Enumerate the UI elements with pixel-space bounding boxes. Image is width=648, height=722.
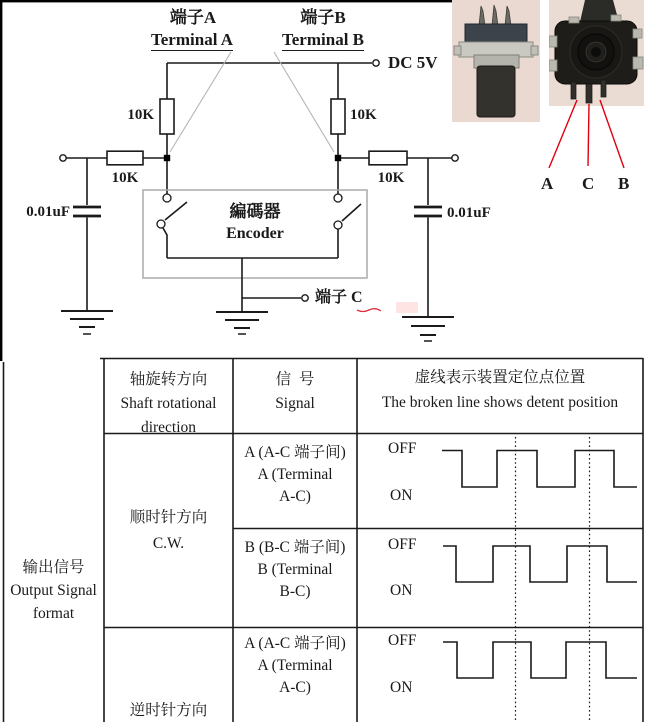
switch-a — [157, 194, 187, 258]
encoder-label-en: Encoder — [226, 225, 284, 242]
capacitor-left-label: 0.01uF — [26, 204, 70, 220]
header-shaft-direction — [104, 368, 233, 440]
capacitor-left — [73, 207, 101, 216]
cw-label-cn: 顺时针方向 — [129, 509, 208, 526]
row1-off-label: OFF — [388, 440, 417, 457]
waveform-1 — [442, 451, 637, 488]
header-signal-en: Signal — [275, 395, 315, 412]
row1-on-label: ON — [390, 487, 413, 504]
cw-label-en: C.W. — [152, 535, 185, 552]
signal-cell-row1 — [233, 442, 357, 508]
pin-label-a: A — [541, 174, 554, 193]
ground-right — [402, 317, 454, 341]
resistor-pullup-b-label: 10K — [350, 107, 377, 123]
ground-center — [216, 312, 268, 334]
capacitor-right — [414, 207, 442, 216]
signal-row1-l2: A (Terminal — [257, 466, 333, 483]
header-shaft-cn: 轴旋转方向 — [129, 371, 208, 388]
row3-off-label: OFF — [388, 632, 417, 649]
header-signal-cn: 信 号 — [275, 371, 315, 388]
switch-b — [334, 194, 361, 258]
output-signal-cn: 输出信号 — [22, 559, 85, 576]
signal-cell-row3 — [233, 633, 357, 699]
ccw-label-cn: 逆时针方向 — [129, 702, 208, 719]
terminal-c-label: 端子 C — [315, 289, 363, 306]
terminal-c-node — [302, 295, 308, 301]
resistor-series-a-label: 10K — [111, 170, 139, 186]
header-detent-cn: 虚线表示装置定位点位置 — [414, 369, 586, 386]
pin-label-c: C — [582, 174, 595, 193]
header-shaft-en1: Shaft rotational — [120, 395, 217, 412]
terminal-a-label-en: Terminal A — [150, 30, 234, 49]
ccw-cell — [104, 699, 233, 722]
output-signal-en2: format — [32, 605, 75, 622]
waveform-traces — [442, 451, 637, 679]
row3-on-label: ON — [390, 679, 413, 696]
detent-dotted-lines — [516, 437, 590, 722]
resistor-pullup-a-label: 10K — [127, 107, 154, 123]
signal-row1-l3: A-C) — [279, 488, 311, 505]
header-detent — [357, 365, 643, 415]
header-signal — [233, 368, 357, 416]
waveform-2 — [443, 546, 637, 582]
encoder-label-cn: 編碼器 — [229, 202, 281, 221]
red-scan-marks — [357, 302, 418, 313]
capacitor-right-label: 0.01uF — [447, 205, 491, 221]
header-detent-en: The broken line shows detent position — [381, 394, 619, 411]
row2-on-label: ON — [390, 582, 413, 599]
dc5v-label: DC 5V — [388, 53, 438, 72]
output-signal-en: Output Signal — [10, 582, 97, 599]
signal-cell-row2 — [233, 537, 357, 603]
signal-row3-l3: A-C) — [279, 679, 311, 696]
terminal-b-label-en: Terminal B — [281, 30, 365, 49]
row2-off-label: OFF — [388, 536, 417, 553]
header-shaft-en2: direction — [140, 419, 197, 436]
terminal-b-label-cn: 端子B — [300, 8, 346, 27]
resistor-series-b-label: 10K — [377, 170, 405, 186]
signal-row1-l1: A (A-C 端子间) — [244, 444, 346, 461]
signal-row3-l2: A (Terminal — [257, 657, 333, 674]
waveform-3 — [443, 642, 637, 678]
signal-row2-l1: B (B-C 端子间) — [244, 539, 346, 556]
pin-label-b: B — [618, 174, 630, 193]
cw-cell — [104, 505, 233, 557]
signal-row2-l2: B (Terminal — [257, 561, 333, 578]
signal-row3-l1: A (A-C 端子间) — [244, 635, 346, 652]
output-signal-format-label — [3, 556, 104, 625]
signal-row2-l3: B-C) — [279, 583, 311, 600]
ground-left — [61, 311, 113, 334]
terminal-a-label-cn: 端子A — [169, 8, 217, 27]
